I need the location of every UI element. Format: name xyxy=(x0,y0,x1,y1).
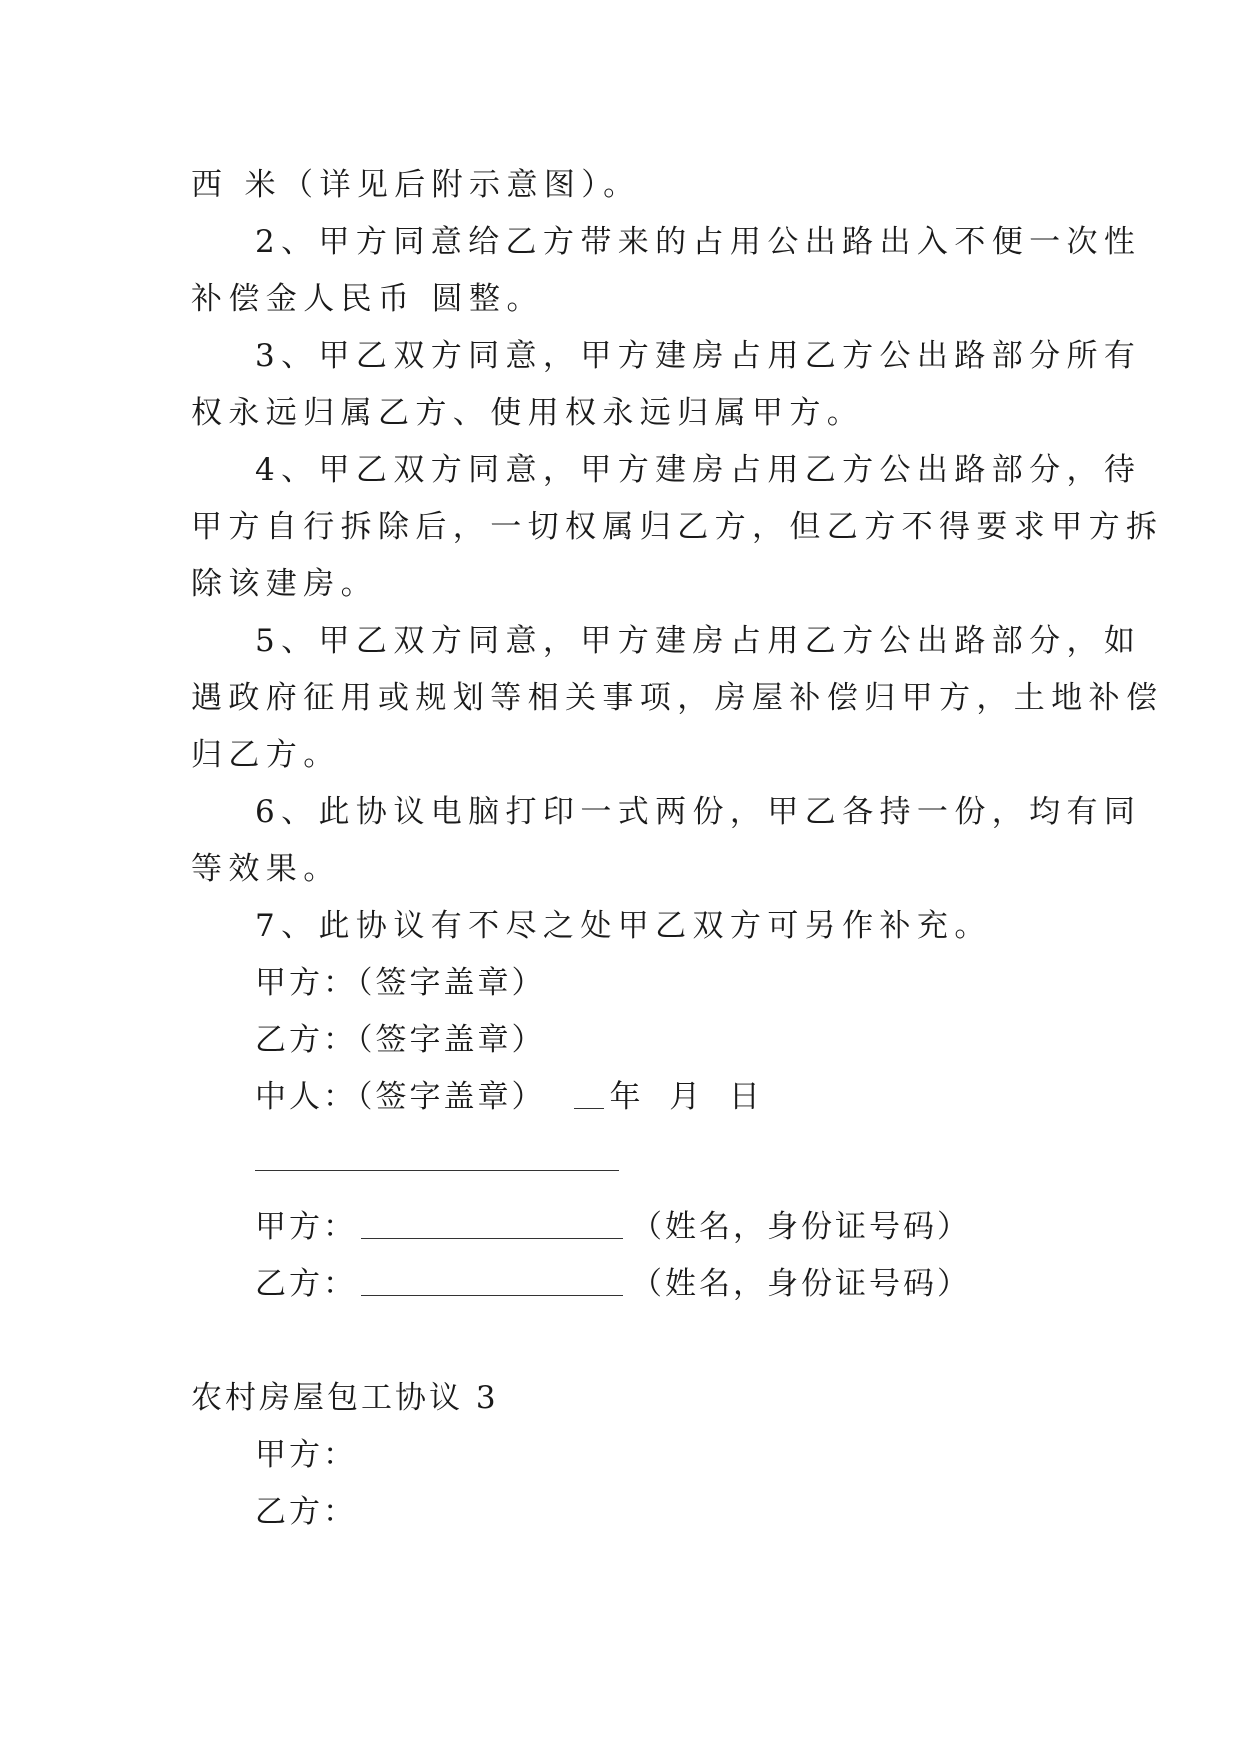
id-hint-party-a: （姓名，身份证号码） xyxy=(631,1209,971,1245)
signature-party-a: 甲方：（签字盖章） xyxy=(255,965,546,1001)
section3-party-a: 甲方： xyxy=(255,1437,357,1473)
clause-4-line-2: 甲方自行拆除后，一切权属归乙方，但乙方不得要求甲方拆 xyxy=(191,509,1164,545)
clause-6-line-1: 6、此协议电脑打印一式两份，甲乙各持一份，均有同 xyxy=(255,794,1142,830)
clause-4-line-1: 4、甲乙双方同意，甲方建房占用乙方公出路部分，待 xyxy=(255,452,1142,488)
id-hint-party-b: （姓名，身份证号码） xyxy=(631,1266,971,1302)
clause-5-line-3: 归乙方。 xyxy=(191,737,341,773)
signature-party-b: 乙方：（签字盖章） xyxy=(255,1022,546,1058)
date-year-blank xyxy=(574,1078,604,1109)
id-label-party-b: 乙方： xyxy=(255,1266,357,1302)
separator-line xyxy=(255,1170,619,1171)
id-row-party-a xyxy=(255,1207,971,1247)
clause-6-line-2: 等效果。 xyxy=(191,851,341,887)
signature-middleman: 中人：（签字盖章） xyxy=(255,1079,546,1115)
id-blank-party-a xyxy=(361,1208,623,1239)
signature-date: 年 月 日 xyxy=(609,1079,763,1115)
id-row-party-b xyxy=(255,1264,971,1304)
paragraph-line: 西 米（详见后附示意图）。 xyxy=(191,167,641,203)
clause-4-line-3: 除该建房。 xyxy=(191,566,378,602)
id-label-party-a: 甲方： xyxy=(255,1209,357,1245)
clause-3-line-2: 权永远归属乙方、使用权永远归属甲方。 xyxy=(191,395,865,431)
clause-2-line-1: 2、甲方同意给乙方带来的占用公出路出入不便一次性 xyxy=(255,224,1142,260)
section-title: 农村房屋包工协议 3 xyxy=(191,1380,499,1416)
clause-3-line-1: 3、甲乙双方同意，甲方建房占用乙方公出路部分所有 xyxy=(255,338,1142,374)
signature-middleman-row xyxy=(255,1077,763,1117)
clause-5-line-1: 5、甲乙双方同意，甲方建房占用乙方公出路部分，如 xyxy=(255,623,1142,659)
section3-party-b: 乙方： xyxy=(255,1494,357,1530)
clause-7-line-1: 7、此协议有不尽之处甲乙双方可另作补充。 xyxy=(255,908,992,944)
clause-2-line-2: 补偿金人民币 圆整。 xyxy=(191,281,544,317)
id-blank-party-b xyxy=(361,1265,623,1296)
clause-5-line-2: 遇政府征用或规划等相关事项，房屋补偿归甲方，土地补偿 xyxy=(191,680,1164,716)
